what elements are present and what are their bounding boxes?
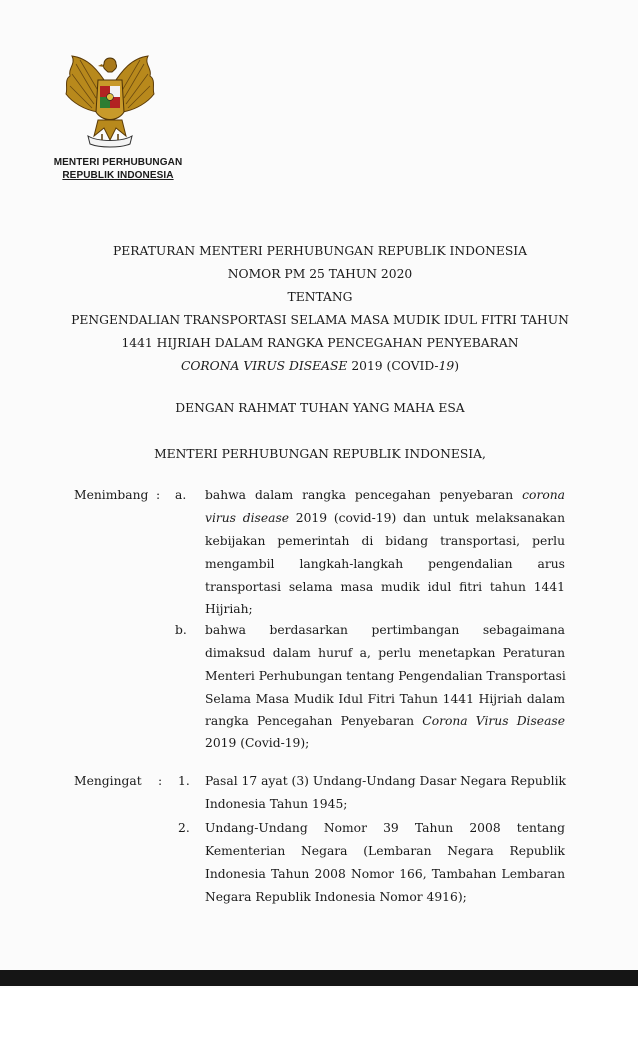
covid-italic-text: CORONA VIRUS DISEASE — [180, 359, 348, 373]
menimbang-b-line-6: 2019 (Covid-19); — [205, 736, 310, 750]
mengingat-2-line-1: Undang-Undang Nomor 39 Tahun 2008 tentang — [205, 821, 565, 835]
invocation: DENGAN RAHMAT TUHAN YANG MAHA ESA — [175, 401, 465, 415]
regulation-subject-line-2: 1441 HIJRIAH DALAM RANGKA PENCEGAHAN PENYEBARAN — [121, 336, 519, 350]
regulation-tentang: TENTANG — [287, 290, 353, 304]
mengingat-1-line-2: Indonesia Tahun 1945; — [205, 797, 348, 811]
minister-heading: MENTERI PERHUBUNGAN REPUBLIK INDONESIA, — [154, 447, 486, 461]
issuer-line-2: REPUBLIK INDONESIA — [62, 170, 174, 181]
menimbang-a-line-2 — [205, 511, 565, 525]
menimbang-a-line-5: transportasi selama masa mudik idul fitri tahun 1441 — [205, 580, 565, 594]
menimbang-b-marker: b. — [175, 623, 187, 637]
menimbang-a-marker: a. — [175, 488, 187, 502]
mengingat-colon: : — [158, 774, 163, 788]
mengingat-2-marker: 2. — [178, 821, 190, 835]
menimbang-colon: : — [156, 488, 161, 502]
italic-span: corona — [522, 488, 565, 502]
italic-span: Corona Virus Disease — [422, 714, 565, 728]
covid-year-text: 2019 (COVID- — [347, 359, 439, 373]
menimbang-a-line-1 — [205, 488, 565, 502]
mengingat-label: Mengingat — [74, 774, 142, 788]
mengingat-1-marker: 1. — [178, 774, 190, 788]
covid-number-text: 19 — [438, 359, 455, 373]
mengingat-2-line-2: Kementerian Negara (Lembaran Negara Republik — [205, 844, 565, 858]
text-span: rangka Pencegahan Penyebaran — [205, 714, 423, 728]
menimbang-a-line-3: kebijakan pemerintah di bidang transportasi, perlu — [205, 534, 565, 548]
covid-close-paren: ) — [454, 359, 460, 373]
mengingat-2-line-4: Negara Republik Indonesia Nomor 4916); — [205, 890, 467, 904]
menimbang-b-line-5 — [205, 714, 565, 728]
menimbang-a-line-6: Hijriah; — [205, 602, 253, 616]
menimbang-b-line-4: Selama Masa Mudik Idul Fitri Tahun 1441 Hijriah dalam — [205, 692, 565, 706]
regulation-number: NOMOR PM 25 TAHUN 2020 — [227, 267, 413, 281]
menimbang-b-line-1: bahwa berdasarkan pertimbangan sebagaimana — [205, 623, 565, 637]
menimbang-a-line-4: mengambil langkah-langkah pengendalian arus — [205, 557, 565, 571]
mengingat-1-line-1: Pasal 17 ayat (3) Undang-Undang Dasar Negara Republik — [205, 774, 566, 788]
regulation-subject-line-1: PENGENDALIAN TRANSPORTASI SELAMA MASA MUDIK IDUL FITRI TAHUN — [71, 313, 569, 327]
mengingat-2-line-3: Indonesia Tahun 2008 Nomor 166, Tambahan Lembaran — [205, 867, 565, 881]
regulation-subject-line-3 — [60, 359, 580, 373]
garuda-emblem-icon — [58, 50, 162, 154]
issuer-line-1: MENTERI PERHUBUNGAN — [53, 157, 183, 168]
italic-span: virus disease — [205, 511, 290, 525]
text-span: bahwa dalam rangka pencegahan penyebaran — [205, 488, 523, 502]
menimbang-label: Menimbang — [74, 488, 149, 502]
scan-edge-bar — [0, 970, 638, 986]
menimbang-b-line-2: dimaksud dalam huruf a, perlu menetapkan Peraturan — [205, 646, 565, 660]
menimbang-b-line-3: Menteri Perhubungan tentang Pengendalian Transportasi — [205, 669, 566, 683]
regulation-title: PERATURAN MENTERI PERHUBUNGAN REPUBLIK INDONESIA — [112, 244, 528, 258]
text-span: 2019 (covid-19) dan untuk melaksanakan — [289, 511, 565, 525]
